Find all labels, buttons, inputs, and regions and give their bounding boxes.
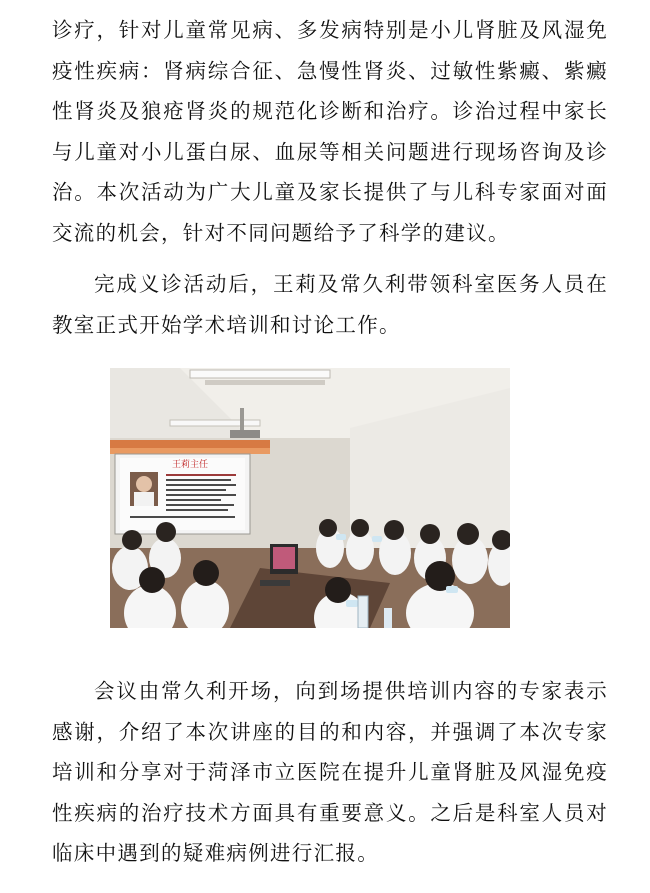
training-session-photo	[110, 368, 510, 628]
paragraph-clinic-activities: 诊疗，针对儿童常见病、多发病特别是小儿肾脏及风湿免疫性疾病：肾病综合征、急慢性肾炎、过敏性紫癜、紫癜性肾炎及狼疮肾炎的规范化诊断和治疗。诊治过程中家长与儿童对小儿蛋白尿、血尿等相关问题进行现场咨询及诊治。本次活动为广大儿童及家长提供了与儿科专家面对面交流的机会，针对不同问题给予了科学的建议。	[52, 18, 608, 245]
slide-title: 王莉主任	[172, 460, 209, 470]
paragraph-training-start: 完成义诊活动后，王莉及常久利带领科室医务人员在教室正式开始学术培训和讨论工作。	[52, 272, 608, 337]
paragraph-meeting-summary: 会议由常久利开场，向到场提供培训内容的专家表示感谢，介绍了本次讲座的目的和内容，并强调了本次专家培训和分享对于菏泽市立医院在提升儿童肾脏及风湿免疫性疾病的治疗技术方面具有重要意义。之后是科室人员对临床中遇到的疑难病例进行汇报。	[52, 679, 608, 866]
